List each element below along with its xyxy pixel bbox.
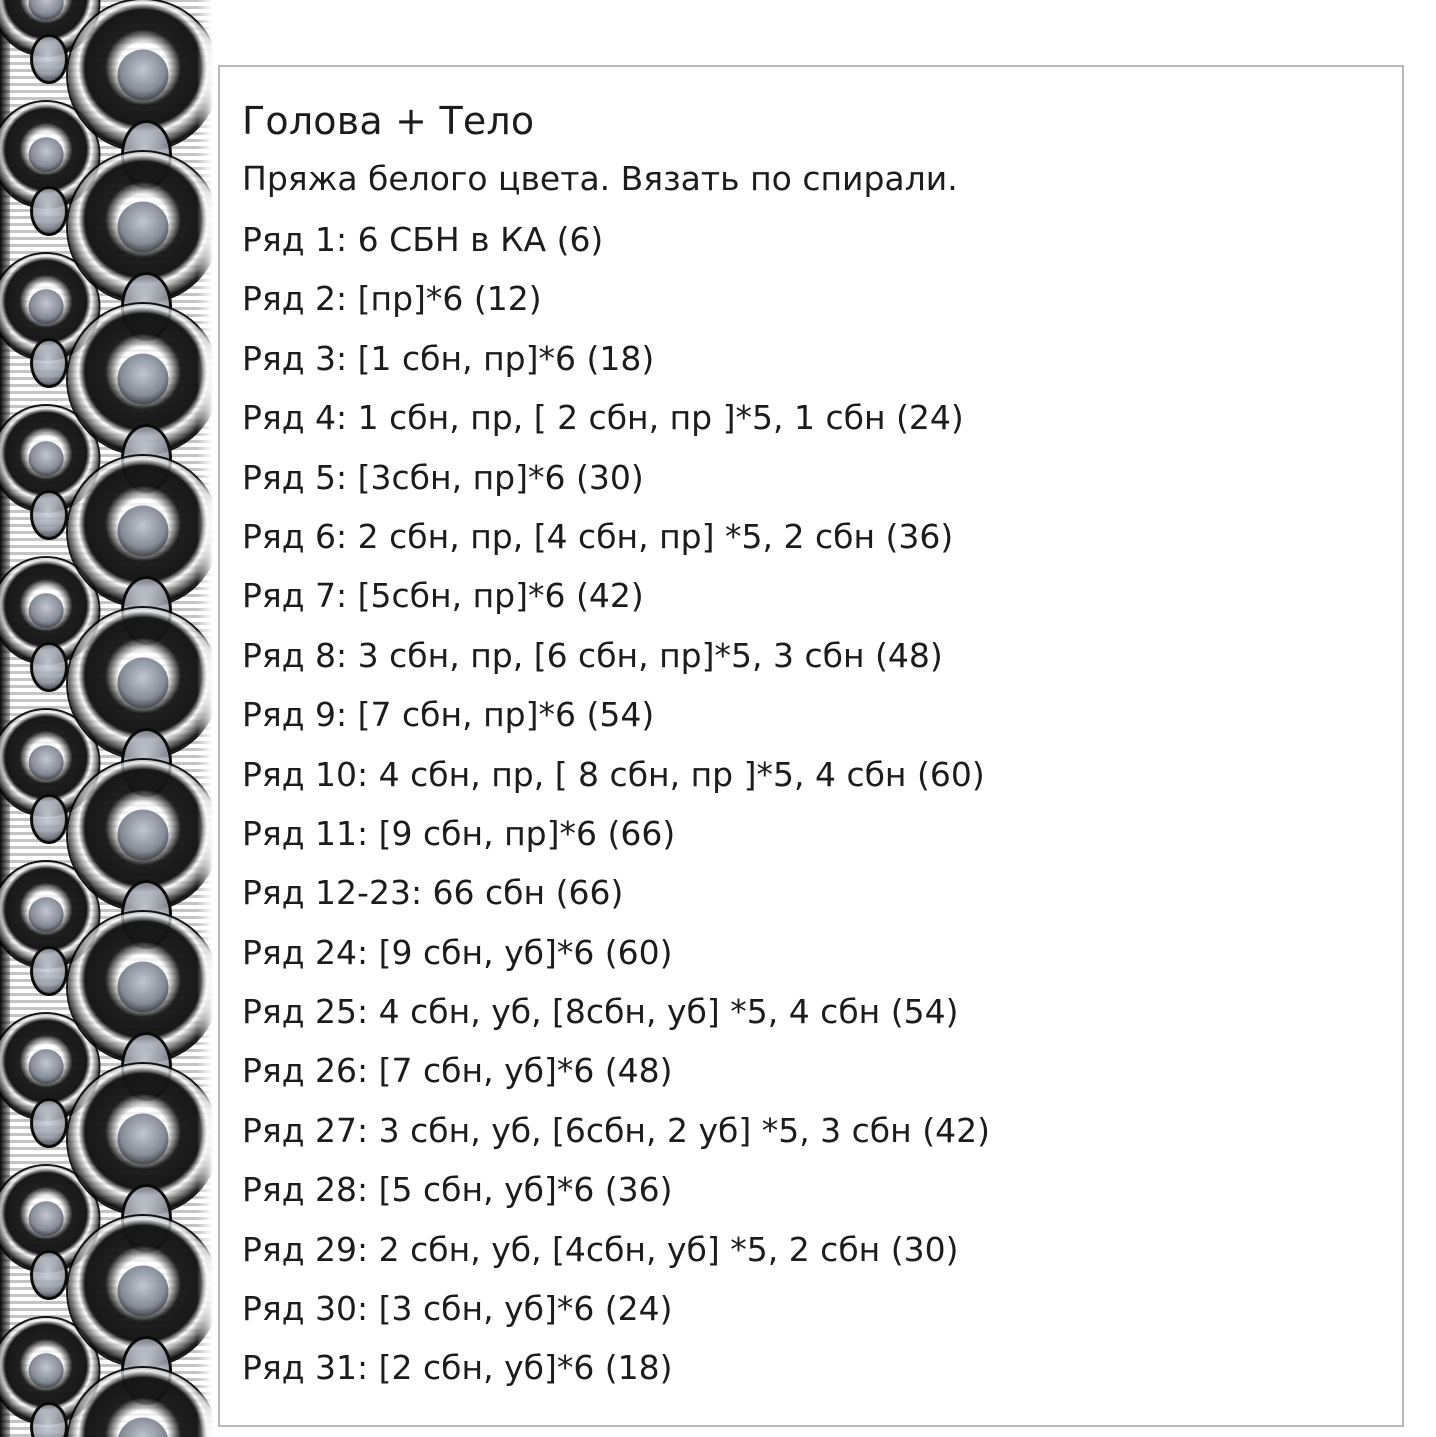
pattern-row: Ряд 9: [7 сбн, пр]*6 (54) xyxy=(242,695,655,735)
pattern-row: Ряд 30: [3 сбн, уб]*6 (24) xyxy=(242,1289,673,1329)
pattern-panel-content xyxy=(220,67,1402,1398)
pattern-row: Ряд 7: [5сбн, пр]*6 (42) xyxy=(242,576,644,616)
pattern-row: Ряд 1: 6 СБН в КА (6) xyxy=(242,220,604,259)
lace-eyelet xyxy=(30,946,68,996)
pattern-rows-list xyxy=(242,210,1372,1398)
pattern-row: Ряд 27: 3 сбн, уб, [6сбн, 2 уб] *5, 3 сбн (42) xyxy=(242,1110,990,1150)
lace-eyelet xyxy=(30,794,68,844)
lace-trim-image xyxy=(0,0,215,1437)
lace-eyelet xyxy=(30,1098,68,1148)
lace-eyelet xyxy=(30,338,68,388)
page-title: Голова + Тело xyxy=(242,99,535,143)
pattern-row: Ряд 3: [1 сбн, пр]*6 (18) xyxy=(242,338,655,378)
pattern-row: Ряд 6: 2 сбн, пр, [4 сбн, пр] *5, 2 сбн (36) xyxy=(242,516,954,556)
pattern-row: Ряд 2: [пр]*6 (12) xyxy=(242,279,542,319)
lace-eyelet xyxy=(30,34,68,84)
lace-eyelet xyxy=(30,642,68,692)
pattern-row: Ряд 25: 4 сбн, уб, [8сбн, уб] *5, 4 сбн (54) xyxy=(242,992,959,1032)
lace-scallop xyxy=(68,1368,215,1437)
lace-eyelet xyxy=(30,490,68,540)
pattern-row: Ряд 8: 3 сбн, пр, [6 сбн, пр]*5, 3 сбн (48) xyxy=(242,635,943,675)
pattern-row: Ряд 31: [2 сбн, уб]*6 (18) xyxy=(242,1348,673,1388)
pattern-row: Ряд 5: [3сбн, пр]*6 (30) xyxy=(242,457,644,497)
lace-eyelet xyxy=(30,186,68,236)
pattern-row: Ряд 10: 4 сбн, пр, [ 8 сбн, пр ]*5, 4 сбн (60) xyxy=(242,754,985,794)
lace-right-fade xyxy=(197,0,215,1437)
pattern-row: Ряд 29: 2 сбн, уб, [4сбн, уб] *5, 2 сбн (30) xyxy=(242,1229,959,1269)
pattern-panel xyxy=(218,65,1404,1427)
lace-column-right xyxy=(78,0,208,1437)
pattern-row: Ряд 28: [5 сбн, уб]*6 (36) xyxy=(242,1170,673,1210)
pattern-subtitle: Пряжа белого цвета. Вязать по спирали. xyxy=(242,159,958,198)
pattern-row: Ряд 24: [9 сбн, уб]*6 (60) xyxy=(242,932,673,972)
pattern-row: Ряд 12-23: 66 сбн (66) xyxy=(242,873,624,913)
pattern-row: Ряд 4: 1 сбн, пр, [ 2 сбн, пр ]*5, 1 сбн (24) xyxy=(242,398,964,438)
pattern-row: Ряд 26: [7 сбн, уб]*6 (48) xyxy=(242,1051,673,1091)
pattern-row: Ряд 11: [9 сбн, пр]*6 (66) xyxy=(242,813,676,853)
lace-eyelet xyxy=(30,1250,68,1300)
